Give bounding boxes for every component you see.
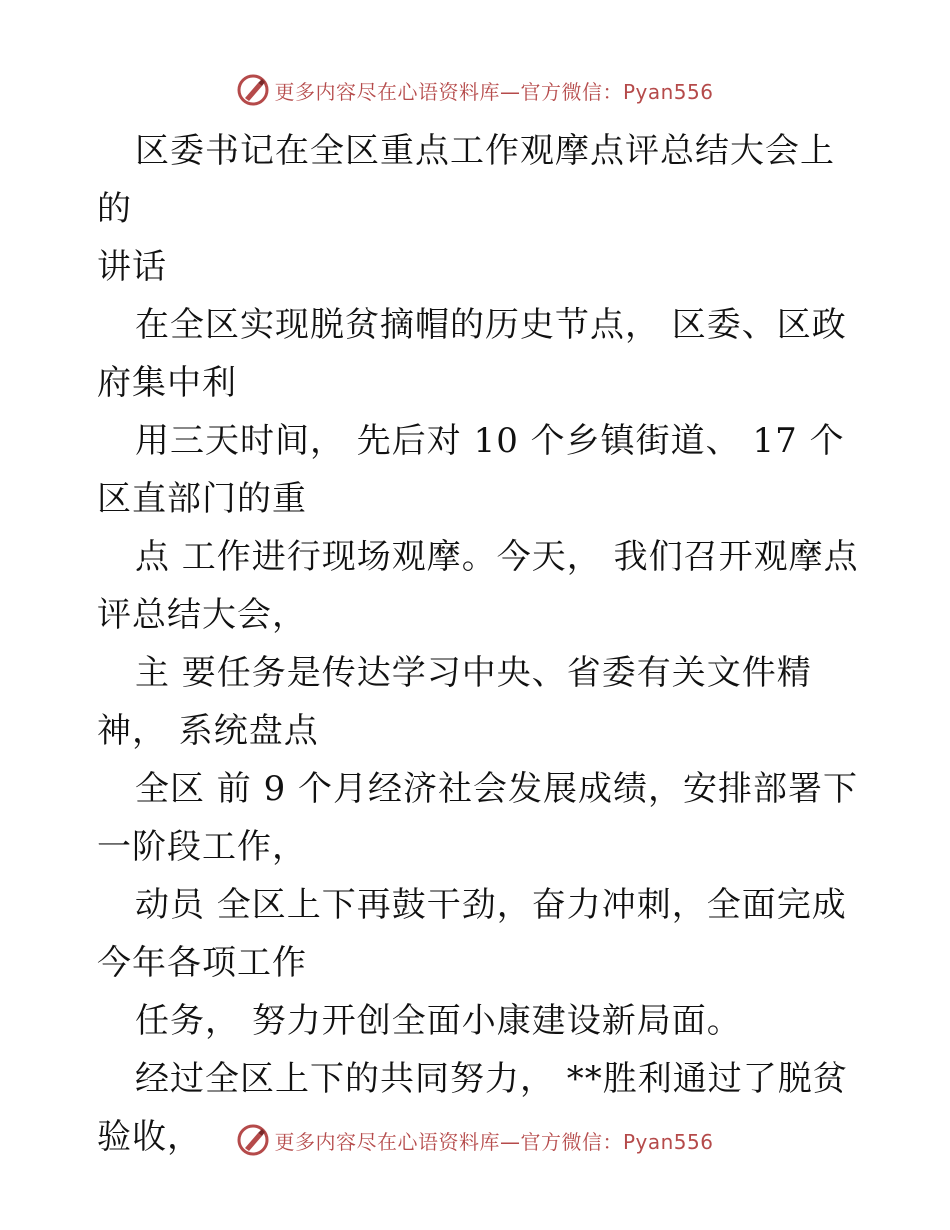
paragraph-line: 经过全区上下的共同努力， **胜利通过了脱贫 — [135, 1059, 848, 1099]
paragraph — [97, 644, 867, 760]
paragraph-line: 任务， 努力开创全面小康建设新局面。 — [135, 1001, 742, 1041]
header-banner-text: 更多内容尽在心语资料库—官方微信：Pyan556 — [274, 79, 714, 104]
paragraph-line: 主 要任务是传达学习中央、省委有关文件精 — [135, 653, 812, 693]
paragraph-line: 评总结大会， — [97, 595, 307, 635]
paragraph-line: 一阶段工作， — [97, 827, 307, 867]
footer-banner-text: 更多内容尽在心语资料库—官方微信：Pyan556 — [274, 1129, 714, 1154]
paragraph-line: 全区 前 9 个月经济社会发展成绩，安排部署下 — [135, 769, 859, 809]
paragraph-line: 区直部门的重 — [97, 479, 307, 519]
paragraph-line: 区委书记在全区重点工作观摩点评总结大会上的 — [97, 131, 835, 229]
paragraph-line: 动员 全区上下再鼓干劲，奋力冲刺，全面完成 — [135, 885, 847, 925]
paragraph-line: 用三天时间， 先后对 10 个乡镇街道、 17 个 — [135, 421, 845, 461]
paragraph-line: 府集中利 — [97, 363, 237, 403]
paragraph-line: 在全区实现脱贫摘帽的历史节点， 区委、区政 — [135, 305, 847, 345]
paragraph — [97, 760, 867, 876]
paragraph-line: 神， 系统盘点 — [97, 711, 319, 751]
pen-logo-icon — [236, 1123, 270, 1157]
pen-logo-icon — [236, 73, 270, 107]
header-banner — [0, 70, 950, 110]
paragraph — [97, 412, 867, 528]
paragraph — [97, 876, 867, 992]
paragraph-line: 讲话 — [97, 247, 167, 287]
document-body — [97, 122, 867, 1166]
paragraph-line: 今年各项工作 — [97, 943, 307, 983]
paragraph — [97, 296, 867, 412]
paragraph-line: 点 工作进行现场观摩。今天， 我们召开观摩点 — [135, 537, 859, 577]
paragraph — [97, 992, 867, 1050]
paragraph-line: 验收， — [97, 1117, 202, 1157]
paragraph — [97, 122, 867, 296]
paragraph — [97, 528, 867, 644]
footer-banner — [0, 1120, 950, 1160]
